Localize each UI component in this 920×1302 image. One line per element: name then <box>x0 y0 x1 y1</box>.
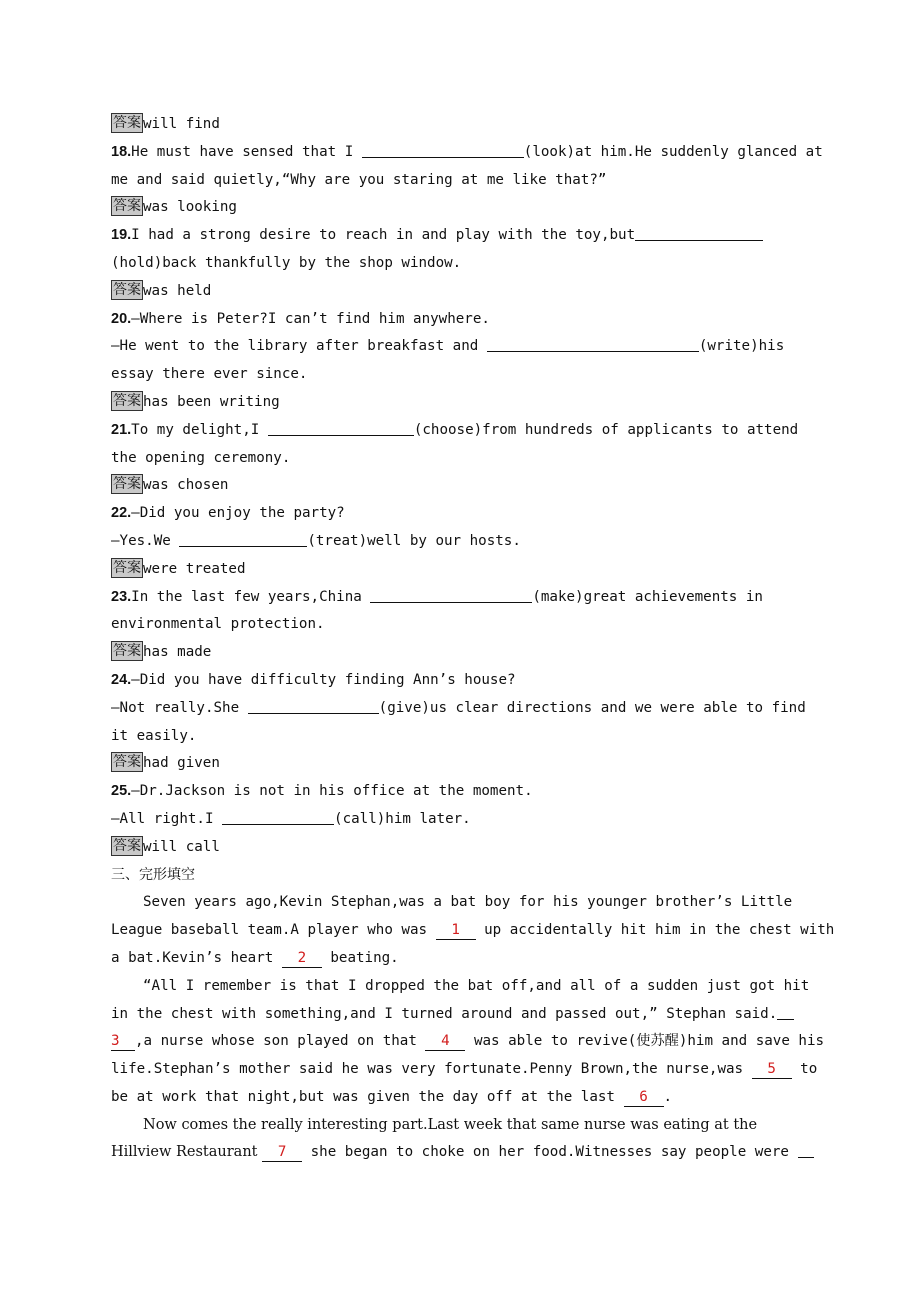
question-text: —Where is Peter?I can’t find him anywhere. <box>131 310 490 327</box>
passage-text: in the chest with something,and I turned around and passed out,” Stephan said. <box>111 1005 778 1022</box>
passage-text: life.Stephan’s mother said he was very fortunate.Penny Brown,the nurse,was <box>111 1061 752 1078</box>
question-text: To my delight,I <box>131 421 268 438</box>
question-text: —Did you have difficulty finding Ann’s house? <box>131 671 516 688</box>
answer-line <box>111 472 811 500</box>
question-number: 19. <box>111 227 132 244</box>
answer-text: were treated <box>143 560 246 577</box>
question-text: —All right.I <box>111 810 223 827</box>
passage-line <box>111 1028 825 1056</box>
passage-text: ,a nurse whose son played on that <box>135 1033 426 1050</box>
answer-line <box>111 278 811 306</box>
cloze-blank-3: 3 <box>111 1032 135 1051</box>
answer-label: 答案 <box>113 837 141 854</box>
question-number: 22. <box>111 505 132 522</box>
answer-text: will call <box>143 838 220 855</box>
document-page <box>111 111 835 1167</box>
fill-blank <box>179 531 307 547</box>
question-hint: (look)at him.He suddenly glanced at <box>523 143 823 160</box>
passage-line <box>111 1056 818 1084</box>
question-number: 18. <box>111 143 132 160</box>
passage-line: Seven years ago,Kevin Stephan,was a bat boy for his younger brother’s Little <box>143 894 793 911</box>
fill-blank <box>635 225 763 241</box>
fill-blank <box>370 587 532 603</box>
passage-line: Now comes the really interesting part.Last week that same nurse was eating at the <box>143 1116 758 1133</box>
question-text: —Did you enjoy the party? <box>131 505 345 522</box>
answer-line <box>111 639 811 667</box>
answer-line <box>111 111 811 139</box>
passage-text: a bat.Kevin’s heart <box>111 949 282 966</box>
answer-line <box>111 834 811 862</box>
question-24 <box>111 667 811 695</box>
question-text: I had a strong desire to reach in and play with the toy,but <box>131 227 636 244</box>
question-number: 23. <box>111 588 132 605</box>
question-text: In the last few years,China <box>131 588 371 605</box>
passage-line <box>111 1001 811 1029</box>
cloze-blank-5: 5 <box>752 1060 792 1079</box>
question-hint: (make)great achievements in <box>532 588 763 605</box>
passage-text: Hillview Restaurant <box>111 1144 263 1161</box>
cloze-blank-4: 4 <box>425 1032 465 1051</box>
section-title: 三、完形填空 <box>111 866 195 883</box>
cloze-blank-1: 1 <box>436 921 476 940</box>
question-number: 24. <box>111 671 132 688</box>
fill-blank <box>248 698 379 714</box>
question-number: 21. <box>111 421 132 438</box>
fill-blank <box>798 1142 814 1158</box>
answer-text: had given <box>143 755 220 772</box>
answer-text: has been writing <box>143 393 280 410</box>
answer-text: will find <box>143 116 220 132</box>
question-21-cont: the opening ceremony. <box>111 449 291 466</box>
question-22 <box>111 500 811 528</box>
answer-line <box>111 389 811 417</box>
question-20-cont: essay there ever since. <box>111 366 308 383</box>
answer-label: 答案 <box>113 198 141 215</box>
question-24-cont: it easily. <box>111 727 197 744</box>
answer-text: was looking <box>143 199 237 216</box>
cloze-blank-6: 6 <box>624 1088 664 1107</box>
question-24-line2 <box>111 695 811 723</box>
passage-line <box>111 1139 811 1167</box>
fill-blank <box>268 420 414 436</box>
answer-label: 答案 <box>113 281 141 298</box>
question-20 <box>111 306 811 334</box>
question-text: —Yes.We <box>111 532 180 549</box>
fill-blank <box>777 1004 794 1020</box>
question-hint: (treat)well by our hosts. <box>307 532 521 549</box>
answer-line <box>111 750 811 778</box>
answer-label: 答案 <box>113 115 141 131</box>
cloze-blank-7: 7 <box>262 1143 302 1162</box>
question-text: —Not really.She <box>111 699 248 716</box>
passage-text: up accidentally hit him in the chest with <box>475 922 835 939</box>
passage-text: to <box>791 1061 818 1078</box>
passage-text: be at work that night,but was given the day off at the last <box>111 1088 624 1105</box>
passage-text: beating. <box>321 949 399 966</box>
cloze-blank-2: 2 <box>282 949 322 968</box>
question-25 <box>111 778 811 806</box>
question-20-line2 <box>111 333 811 361</box>
question-22-line2 <box>111 528 811 556</box>
question-25-line2 <box>111 806 811 834</box>
question-19 <box>111 222 811 250</box>
question-hint: (write)his <box>698 338 785 355</box>
answer-label: 答案 <box>113 392 141 409</box>
question-text: —Dr.Jackson is not in his office at the moment. <box>131 783 533 800</box>
question-18 <box>111 139 823 167</box>
answer-label: 答案 <box>113 643 141 660</box>
question-number: 25. <box>111 783 132 800</box>
question-text: —He went to the library after breakfast and <box>111 338 487 355</box>
answer-label: 答案 <box>113 754 141 771</box>
question-hint: (call)him later. <box>334 810 471 827</box>
fill-blank <box>222 809 334 825</box>
passage-text: . <box>663 1088 673 1105</box>
passage-line <box>111 917 835 945</box>
answer-text: was held <box>143 282 212 299</box>
question-21 <box>111 417 811 445</box>
answer-label: 答案 <box>113 559 141 576</box>
question-19-cont: (hold)back thankfully by the shop window. <box>111 254 462 271</box>
answer-line <box>111 194 811 222</box>
passage-line: “All I remember is that I dropped the bat off,and all of a sudden just got hit <box>143 977 810 994</box>
fill-blank <box>487 336 699 352</box>
question-number: 20. <box>111 310 132 327</box>
question-18-cont: me and said quietly,“Why are you staring at me like that?” <box>111 171 607 188</box>
answer-label: 答案 <box>113 476 141 493</box>
fill-blank <box>362 142 524 158</box>
answer-text: has made <box>143 644 212 661</box>
answer-text: was chosen <box>143 477 229 494</box>
passage-line <box>111 1084 811 1112</box>
question-hint: (give)us clear directions and we were able to find <box>378 699 806 716</box>
question-hint: (choose)from hundreds of applicants to attend <box>413 421 799 438</box>
passage-line <box>111 945 811 973</box>
answer-line <box>111 556 811 584</box>
question-text: He must have sensed that I <box>131 143 362 160</box>
question-23-cont: environmental protection. <box>111 616 325 633</box>
passage-text: was able to revive(使苏醒)him and save his <box>465 1033 825 1050</box>
passage-text: she began to choke on her food.Witnesses say people were <box>302 1144 798 1161</box>
passage-text: League baseball team.A player who was <box>111 922 436 939</box>
question-23 <box>111 584 811 612</box>
